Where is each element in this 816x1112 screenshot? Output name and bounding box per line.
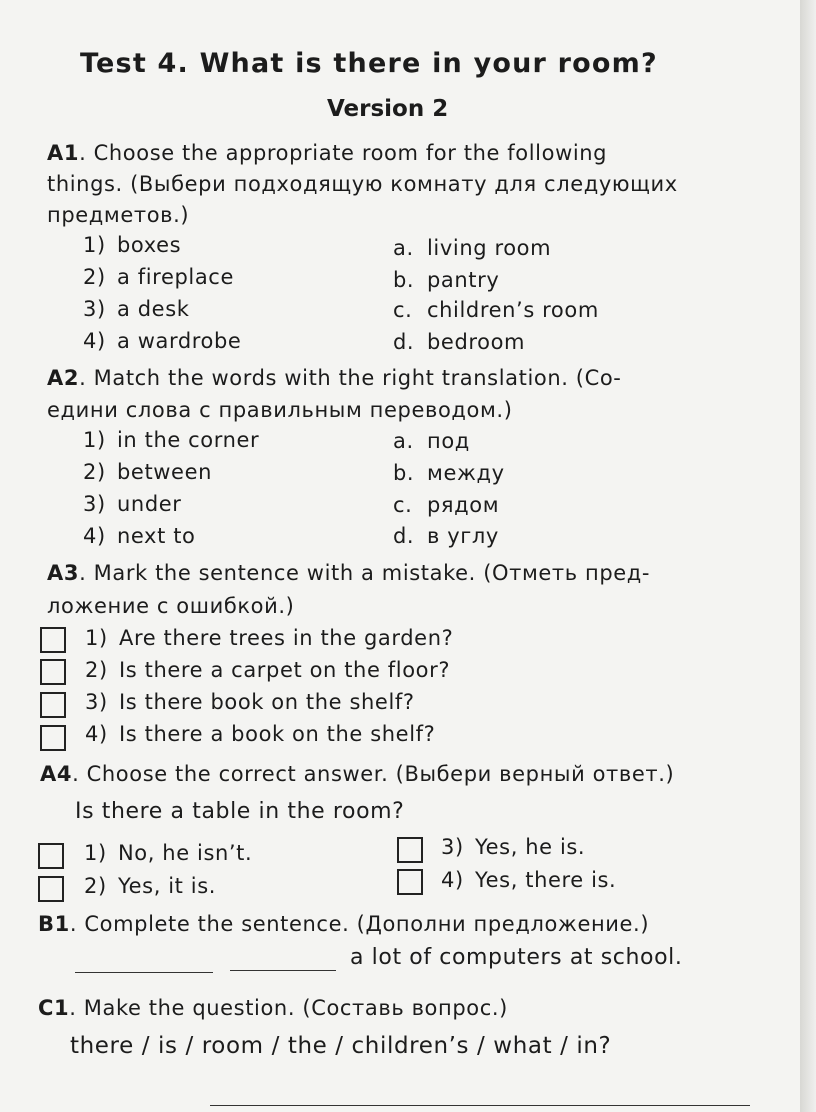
a2-item-1 [83, 428, 259, 452]
a1-item-4 [83, 329, 241, 353]
option-letter: b. [393, 268, 415, 292]
a2-item-4 [83, 524, 195, 548]
option-text: Is there book on the shelf? [119, 690, 415, 714]
item-text: next to [117, 524, 196, 548]
option-letter: c. [393, 493, 413, 517]
a2-option-a [393, 429, 470, 453]
a2-item-3 [83, 492, 182, 516]
option-text: Is there a carpet on the floor? [119, 658, 451, 682]
a3-checkbox-2[interactable] [40, 659, 66, 685]
c1-line1: . Make the question. (Составь вопрос.) [69, 996, 508, 1020]
option-number: 4) [85, 722, 108, 746]
a2-option-c [393, 493, 499, 517]
a1-instruction-line3: предметов.) [47, 203, 190, 227]
option-letter: d. [393, 524, 415, 548]
option-text: в углу [427, 524, 499, 548]
option-text: children’s room [427, 298, 599, 322]
option-number: 2) [84, 874, 107, 898]
a2-instruction-line2: едини слова с правильным переводом.) [47, 398, 513, 422]
option-number: 2) [85, 658, 108, 682]
a1-item-2 [83, 265, 234, 289]
a3-label: A3 [47, 561, 80, 585]
a3-checkbox-3[interactable] [40, 692, 66, 718]
item-text: a desk [117, 297, 190, 321]
a3-instruction [47, 561, 650, 585]
a1-option-c [393, 298, 599, 322]
a4-instruction [40, 762, 674, 786]
a1-line1: . Choose the appropriate room for the following [79, 141, 608, 165]
item-text: under [117, 492, 182, 516]
test-title: Test 4. What is there in your room? [80, 48, 658, 79]
item-text: in the corner [117, 428, 260, 452]
option-text: между [427, 461, 505, 485]
a2-option-d [393, 524, 499, 548]
a4-label: A4 [40, 762, 73, 786]
a3-option-1 [85, 626, 453, 650]
option-number: 4) [441, 868, 464, 892]
option-text: living room [427, 236, 552, 260]
b1-sentence-end: a lot of computers at school. [350, 945, 683, 970]
option-text: Yes, it is. [118, 874, 217, 898]
option-text: pantry [427, 268, 500, 292]
item-number: 1) [83, 233, 106, 257]
a3-option-4 [85, 722, 435, 746]
a2-instruction [47, 366, 622, 390]
item-number: 2) [83, 460, 106, 484]
option-number: 1) [84, 841, 107, 865]
a1-option-d [393, 330, 525, 354]
option-text: рядом [427, 493, 500, 517]
a4-question: Is there a table in the room? [75, 799, 405, 824]
c1-instruction [38, 996, 508, 1020]
item-text: between [117, 460, 213, 484]
b1-instruction [38, 912, 649, 936]
c1-label: C1 [38, 996, 70, 1020]
c1-answer-line[interactable] [210, 1105, 750, 1106]
a2-item-2 [83, 460, 212, 484]
a3-option-3 [85, 690, 415, 714]
b1-blank-1[interactable] [75, 972, 213, 973]
a4-option-4 [441, 868, 616, 892]
c1-scrambled-words: there / is / room / the / children’s / what / in? [70, 1033, 612, 1059]
option-letter: a. [393, 236, 414, 260]
a1-instruction-line2: things. (Выбери подходящую комнату для следующих [47, 172, 678, 196]
a1-option-a [393, 236, 551, 260]
a2-label: A2 [47, 366, 80, 390]
option-text: Is there a book on the shelf? [119, 722, 436, 746]
a3-checkbox-4[interactable] [40, 725, 66, 751]
page-edge [800, 0, 816, 1112]
option-text: No, he isn’t. [118, 841, 253, 865]
a2-option-b [393, 461, 505, 485]
option-number: 3) [441, 835, 464, 859]
option-letter: b. [393, 461, 415, 485]
a2-line1: . Match the words with the right translation. (Со- [79, 366, 622, 390]
a3-line1: . Mark the sentence with a mistake. (Отметь пред- [79, 561, 651, 585]
item-text: a fireplace [117, 265, 234, 289]
a1-label: A1 [47, 141, 80, 165]
item-text: boxes [117, 233, 182, 257]
a3-option-2 [85, 658, 450, 682]
b1-blank-2[interactable] [230, 970, 336, 971]
item-number: 2) [83, 265, 106, 289]
option-letter: d. [393, 330, 415, 354]
a1-option-b [393, 268, 499, 292]
a4-checkbox-1[interactable] [38, 843, 64, 869]
a1-instruction [47, 141, 607, 165]
a3-instruction-line2: ложение с ошибкой.) [47, 594, 295, 618]
version-label: Version 2 [327, 96, 449, 122]
option-text: Yes, there is. [475, 868, 617, 892]
item-number: 3) [83, 492, 106, 516]
b1-label: B1 [38, 912, 70, 936]
option-text: Are there trees in the garden? [119, 626, 454, 650]
option-letter: c. [393, 298, 413, 322]
option-text: Yes, he is. [475, 835, 586, 859]
a4-option-1 [84, 841, 252, 865]
a4-checkbox-4[interactable] [397, 869, 423, 895]
a4-option-2 [84, 874, 216, 898]
a4-checkbox-3[interactable] [397, 837, 423, 863]
a4-checkbox-2[interactable] [38, 876, 64, 902]
option-number: 3) [85, 690, 108, 714]
a4-option-3 [441, 835, 585, 859]
item-number: 3) [83, 297, 106, 321]
b1-line1: . Complete the sentence. (Дополни предложение.) [69, 912, 650, 936]
a1-item-1 [83, 233, 181, 257]
option-letter: a. [393, 429, 414, 453]
option-number: 1) [85, 626, 108, 650]
item-number: 4) [83, 329, 106, 353]
item-text: a wardrobe [117, 329, 242, 353]
a3-checkbox-1[interactable] [40, 627, 66, 653]
a1-item-3 [83, 297, 190, 321]
option-text: под [427, 429, 470, 453]
item-number: 1) [83, 428, 106, 452]
option-text: bedroom [427, 330, 526, 354]
item-number: 4) [83, 524, 106, 548]
a4-line1: . Choose the correct answer. (Выбери верный ответ.) [72, 762, 675, 786]
